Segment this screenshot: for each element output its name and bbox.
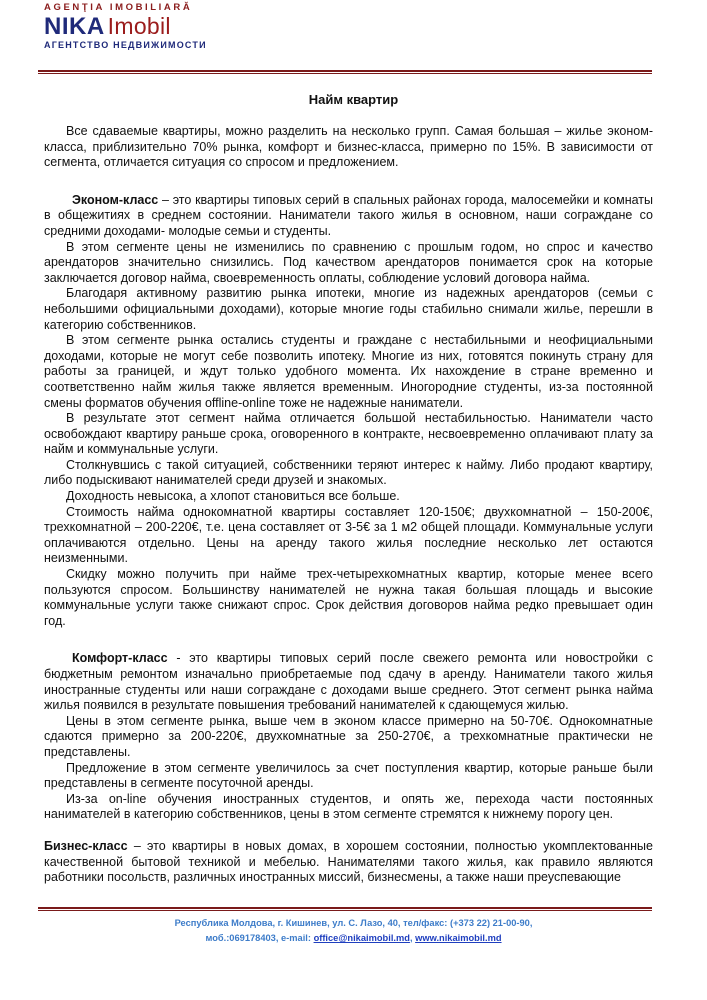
email-link[interactable]: office@nikaimobil.md (313, 933, 410, 943)
header-divider-thin (38, 73, 652, 74)
paragraph: В этом сегменте цены не изменились по сравнению с прошлым годом, но спрос и качество арендаторов значительно снизились. Под качеством арендаторов понимается срок на которые заключается договор найма, своевременность оплаты, соблюдение условий договора найма. (44, 239, 653, 285)
footer-divider (38, 907, 652, 909)
logo-agency-russian: АГЕНТСТВО НЕДВИЖИМОСТИ (44, 40, 207, 50)
footer-phone: моб.:069178403, e-mail: (205, 933, 314, 943)
comfort-text: - это квартиры типовых серий после свежего ремонта или новостройки с бюджетным ремонтом изначально приобретаемые под сдачу в аренду. Наниматели такого жилья иностранные студенты или наши сограждане с доходами выше среднего. Этот сегмент рынка найма жилья появился в результате повышения требований нанимателей к сдающемуся жилью. (44, 651, 653, 713)
business-paragraph (44, 839, 653, 886)
econom-paragraph (44, 193, 653, 240)
paragraph: Скидку можно получить при найме трех-четырехкомнатных квартир, которые менее всего пользуются спросом. Большинству нанимателей не нужна такая большая площадь и высокие коммунальные услуги также снижают спрос. Срок действия договоров найма редко превышает один год. (44, 567, 653, 628)
document-body (44, 124, 653, 886)
econom-heading: Эконом-класс (72, 192, 159, 207)
paragraph: Доходность невысока, а хлопот становиться все больше. (66, 489, 400, 504)
paragraph: Благодаря активному развитию рынка ипотеки, многие из надежных арендаторов (семьи с небольшими официальными доходами), которые многие годы стабильно снимали жилье, перешли в категорию собственников. (44, 286, 653, 332)
logo-imobil: Imobil (107, 13, 171, 39)
page-title: Найм квартир (308, 92, 399, 107)
logo-nika: NIKA (44, 13, 105, 40)
footer-divider-thin (38, 910, 652, 911)
paragraph: Цены в этом сегменте рынка, выше чем в эконом классе примерно на 50-70€. Однокомнатные сдаются примерно за 200-220€, двухкомнатные за 250-270€, а трехкомнатные практически не представлены. (44, 713, 653, 759)
footer-contact-line (0, 931, 707, 946)
paragraph: Столкнувшись с такой ситуацией, собственники теряют интерес к найму. Либо продают квартиру, либо подыскивают нанимателей среди друзей и знакомых. (44, 457, 653, 488)
logo-brand (44, 13, 274, 39)
agency-logo (44, 2, 274, 51)
comfort-paragraph (44, 651, 653, 713)
website-link[interactable]: www.nikaimobil.md (415, 933, 502, 943)
header-divider (38, 70, 652, 72)
paragraph: В этом сегменте рынка остались студенты и граждане с нестабильными и неофициальными доходами, которые не могут себе позволить ипотеку. Многие из них, готовятся покинуть страну для работы за границей, и ждут только удобного момента. Их нахождение в стране временно и соответственно найм жилья также является временным. Иногородние студенты, из-за постоянной смены форматов обучения offline-online тоже не надежные наниматели. (44, 333, 653, 410)
intro-paragraph: Все сдаваемые квартиры, можно разделить на несколько групп. Самая большая – жилье эконом-класса, приблизительно 70% рынка, комфорт и бизнес-класса, примерно по 15%. В зависимости от сегмента, отличается ситуация со спросом и предложением. (44, 124, 653, 170)
business-heading: Бизнес-класс (44, 838, 128, 853)
comfort-heading: Комфорт-класс (72, 651, 168, 666)
logo-agency-romanian: AGENŢIA IMOBILIARĂ (44, 2, 193, 13)
paragraph: Из-за on-line обучения иностранных студентов, и опять же, перехода части постоянных нанимателей в категорию собственников, цены в этом сегменте стремятся к нижнему порогу цен. (44, 791, 653, 822)
paragraph: Стоимость найма однокомнатной квартиры составляет 120-150€; двухкомнатной – 150-200€, трехкомнатной – 200-220€, т.е. цена составляет от 3-5€ за 1 м2 общей площади. Коммунальные услуги оплачиваются отдельно. Цены на аренду такого жилья последние несколько лет остаются неизменными. (44, 504, 653, 566)
footer-contacts (0, 916, 707, 946)
footer-separator: , (409, 933, 416, 943)
econom-text: – это квартиры типовых серий в спальных районах города, малосемейки и комнаты в общежитиях в среднем состоянии. Наниматели такого жилья в основном, наши сограждане со средними доходами- молодые семьи и студенты. (44, 192, 653, 238)
paragraph: Предложение в этом сегменте увеличилось за счет поступления квартир, которые раньше были представлены в сегменте посуточной аренды. (44, 760, 653, 791)
business-text: – это квартиры в новых домах, в хорошем состоянии, полностью укомплектованные качественной бытовой техникой и мебелью. Нанимателями такого жилья, как правило являются работники посольств, различных иностранных миссий, бизнесмены, а также наши преуспевающие (44, 838, 653, 885)
footer-address: Республика Молдова, г. Кишинев, ул. С. Лазо, 40, тел/факс: (+373 22) 21-00-90, (174, 918, 533, 928)
paragraph: В результате этот сегмент найма отличается большой нестабильностью. Наниматели часто освобождают квартиру раньше срока, оговоренного в контракте, несвоевременно оплачивают плату за найм и коммунальные услуги. (44, 411, 653, 457)
